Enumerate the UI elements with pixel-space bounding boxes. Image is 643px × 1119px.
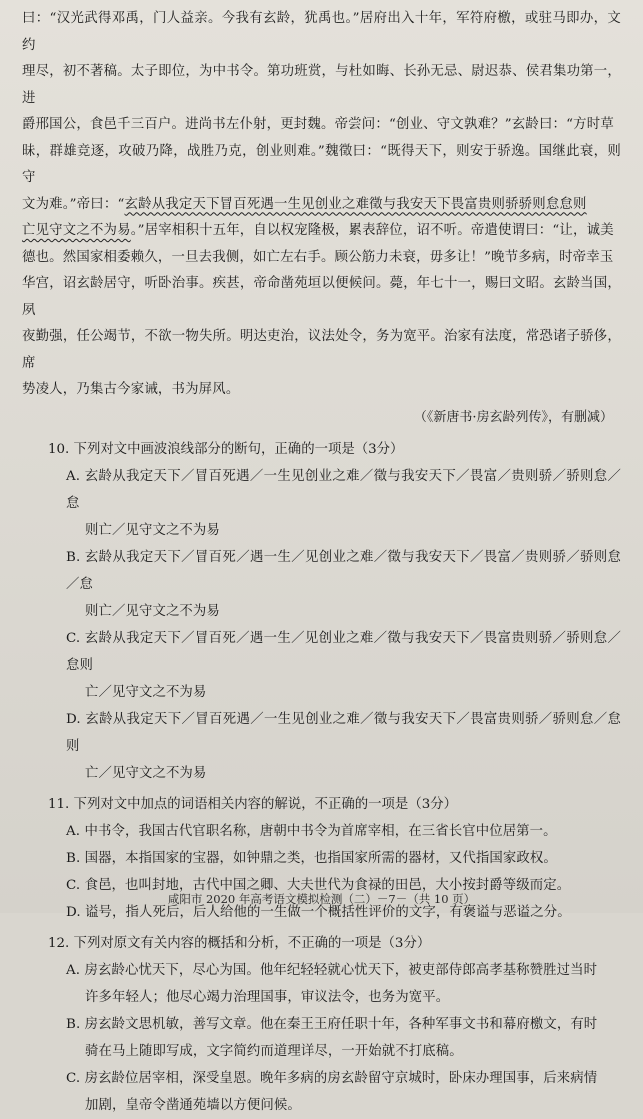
classical-passage (22, 6, 621, 404)
option-b[interactable] (66, 1011, 621, 1065)
option-text: D. 玄龄从我定天下／冒百死遇／一生见创业之难／徵与我安天下／畏富贵则骄／骄则怠／怠则 (66, 711, 621, 754)
option-text-cont: 亡／见守文之不为易 (85, 765, 207, 781)
passage-line (22, 192, 621, 219)
passage-text: 文为难。”帝曰：“ (22, 196, 125, 212)
option-text: C. 玄龄从我定天下／冒百死／遇一生／见创业之难／徵与我安天下／畏富贵则骄／骄则怠／怠则 (66, 630, 621, 673)
option-text-cont: 加剧，皇帝令凿通苑墙以方便问候。 (85, 1097, 301, 1113)
wavy-underlined-text: 亡见守文之不为易 (22, 223, 131, 238)
option-text-cont: 则亡／见守文之不为易 (85, 522, 220, 538)
question-10 (22, 436, 621, 787)
option-b[interactable]: B. 国器，本指国家的宝器，如钟鼎之类，也指国家所需的器材，又代指国家政权。 (66, 850, 557, 866)
passage-line: 曰：“汉光武得邓禹，门人益亲。今我有玄龄，犹禹也。”居府出入十年，军符府檄，或驻马即办，文约 (22, 11, 621, 53)
question-12 (22, 930, 621, 1119)
option-a[interactable] (66, 463, 621, 544)
option-text: B. 房玄龄文思机敏，善写文章。他在秦王王府任职十年，各种军事文书和幕府檄文，有时 (66, 1016, 598, 1032)
option-text: B. 玄龄从我定天下／冒百死／遇一生／见创业之难／徵与我安天下／畏富／贵则骄／骄则怠／怠 (66, 549, 621, 592)
option-a[interactable]: A. 中书令，我国古代官职名称，唐朝中书令为首席宰相，在三省长官中位居第一。 (66, 823, 557, 839)
passage-line: 势凌人，乃集古今家诫，书为屏风。 (22, 382, 240, 397)
page-footer: 咸阳市 2020 年高考语文模拟检测（二）－7－（共 10 页） (167, 892, 476, 906)
passage-line: 爵邢国公，食邑千三百户。进尚书左仆射，更封魏。帝尝问：“创业、守文孰难？”玄龄曰：“方时草 (22, 117, 614, 132)
option-text-cont: 骑在马上随即写成，文字简约而道理详尽，一开始就不打底稿。 (85, 1043, 463, 1059)
option-text-cont: 则亡／见守文之不为易 (85, 603, 220, 619)
passage-line: 德也。然国家相委赖久，一旦去我侧，如亡左右手。顾公筋力未衰，毋多让！”晚节多病，时帝幸玉 (22, 249, 614, 265)
option-c[interactable]: C. 食邑，也叫封地，古代中国之卿、大夫世代为食禄的田邑，大小按封爵等级而定。 (66, 877, 571, 893)
option-d[interactable] (66, 706, 621, 787)
passage-line: 理尽，初不著稿。太子即位，为中书令。第功班赏，与杜如晦、长孙无忌、尉迟恭、侯君集功第一，进 (22, 64, 621, 106)
option-a[interactable] (66, 957, 621, 1011)
passage-line: 夜勤强，任公竭节，不欲一物失所。明达吏治，议法处令，务为宽平。治家有法度，常恐诸子骄侈，席 (22, 329, 621, 371)
option-c[interactable] (66, 625, 621, 706)
option-text-cont: 亡／见守文之不为易 (85, 684, 207, 700)
option-text-cont: 许多年轻人；他尽心竭力治理国事，审议法令，也务为宽平。 (85, 989, 450, 1005)
option-text: A. 房玄龄心忧天下，尽心为国。他年纪轻轻就心忧天下，被吏部侍郎高孝基称赞胜过当时 (66, 962, 598, 978)
passage-line: 华宫，诏玄龄居守，听卧治事。疾甚，帝命凿苑垣以便候问。薨，年七十一，赐曰文昭。玄龄当国，夙 (22, 276, 621, 318)
option-text: C. 房玄龄位居宰相，深受皇恩。晚年多病的房玄龄留守京城时，卧床办理国事，后来病情 (66, 1070, 598, 1086)
passage-source: （《新唐书·房玄龄列传》，有删减） (413, 409, 613, 425)
wavy-underlined-text: 玄龄从我定天下冒百死遇一生见创业之难徵与我安天下畏富贵则骄骄则怠怠则 (124, 196, 587, 212)
option-b[interactable] (66, 544, 621, 625)
passage-text: 。”居宰相积十五年，自以权宠隆极，累表辞位，诏不听。帝遣使谓曰：“让，诚美 (130, 223, 614, 238)
passage-line (22, 218, 621, 245)
option-text: A. 玄龄从我定天下／冒百死遇／一生见创业之难／徵与我安天下／畏富／贵则骄／骄则怠／怠 (66, 468, 621, 511)
passage-line: 昧，群雄竞逐，攻破乃降，战胜乃克，创业则难。”魏徵曰：“既得天下，则安于骄逸。国继此衰，则守 (22, 143, 621, 185)
question-stem: 11. 下列对文中加点的词语相关内容的解说，不正确的一项是（3分） (48, 796, 458, 812)
option-d[interactable]: D. 谥号，指人死后，后人给他的一生做一个概括性评价的文字，有褒谥与恶谥之分。 (66, 904, 571, 920)
question-stem: 10. 下列对文中画波浪线部分的断句，正确的一项是（3分） (48, 441, 404, 457)
option-c[interactable] (66, 1065, 621, 1119)
question-stem: 12. 下列对原文有关内容的概括和分析，不正确的一项是（3分） (48, 935, 431, 951)
